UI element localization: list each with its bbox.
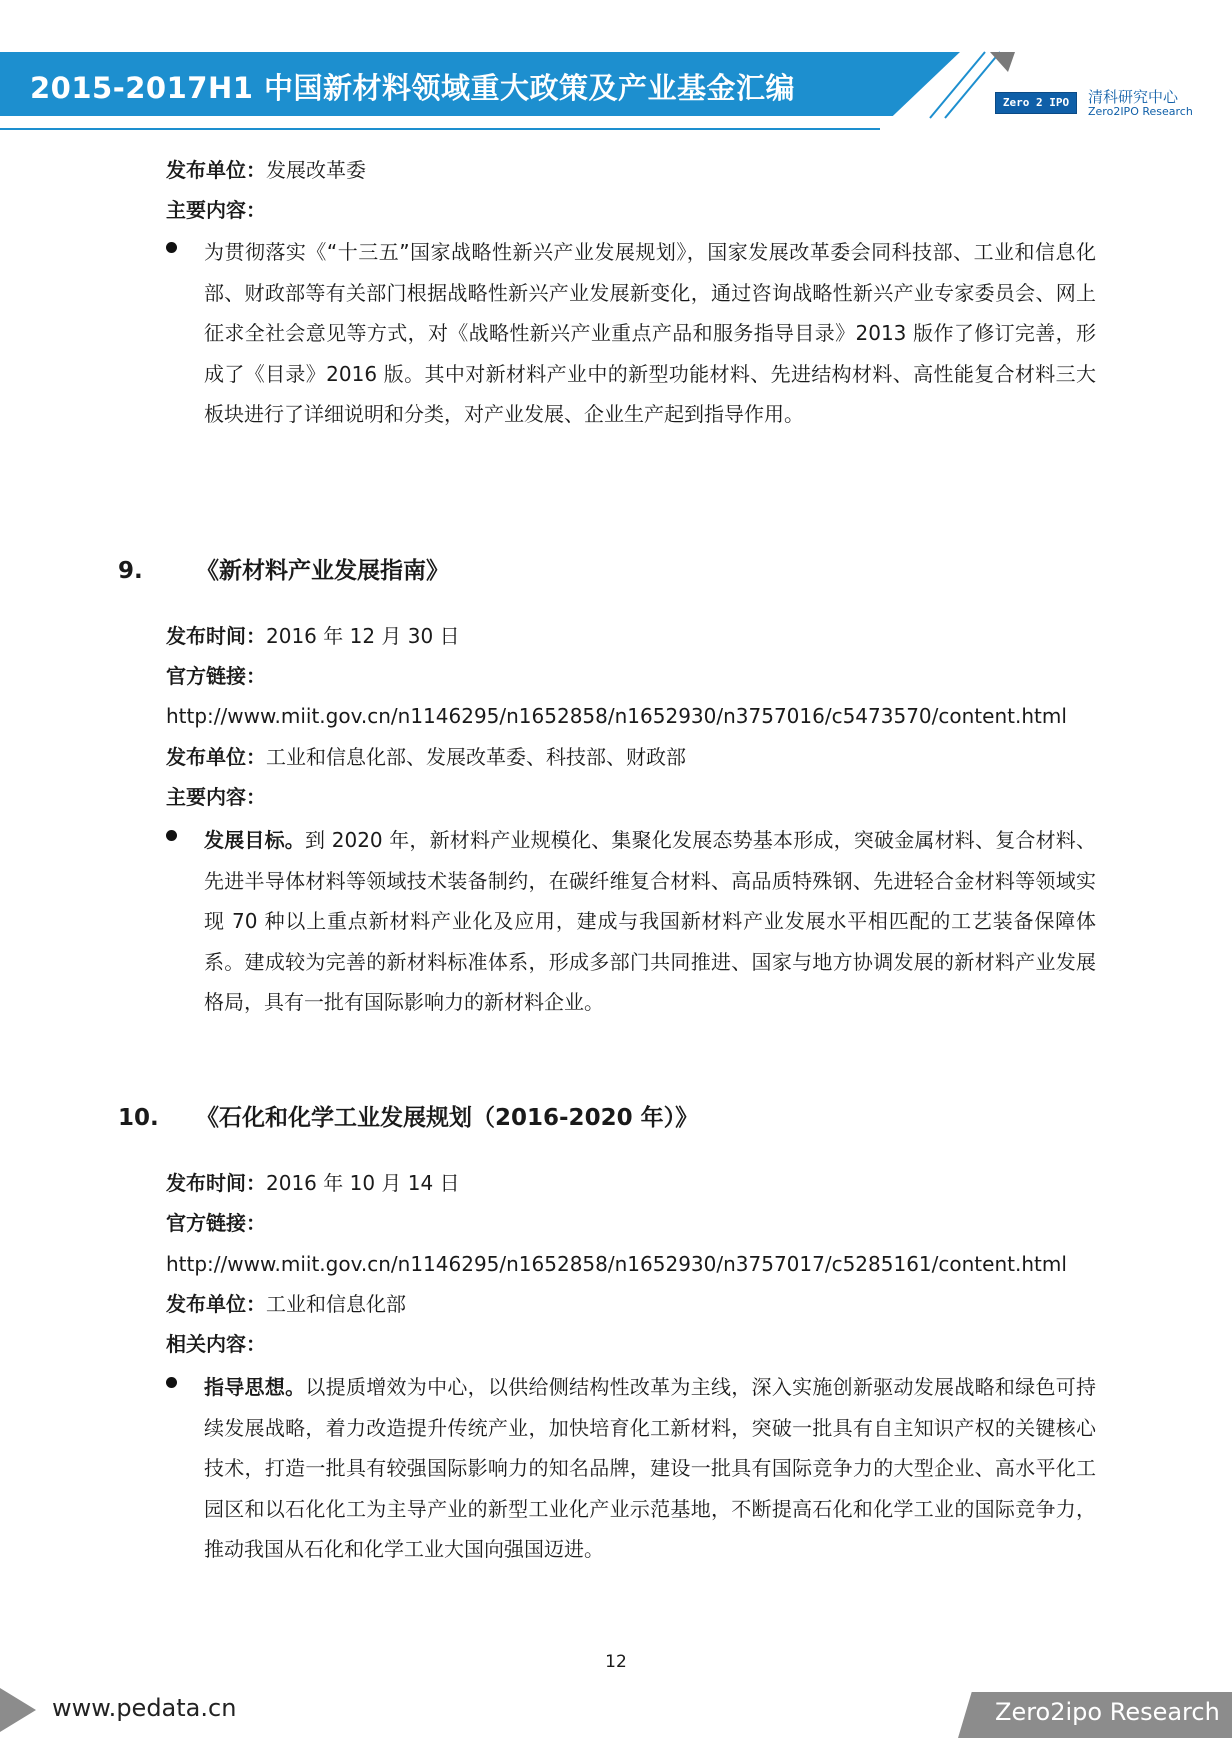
header-divider: [0, 128, 880, 130]
sec9-date-row: [166, 622, 460, 650]
page-title: 2015-2017H1 中国新材料领域重大政策及产业基金汇编: [30, 71, 796, 105]
top-content-label-row: [166, 196, 266, 224]
date-label: 发布时间：: [166, 1171, 266, 1195]
bullet-lead: 指导思想。: [204, 1375, 306, 1399]
bullet-body: 到 2020 年，新材料产业规模化、集聚化发展态势基本形成，突破金属材料、复合材料、先进半导体材料等领域技术装备制约，在碳纤维复合材料、高品质特殊钢、先进轻合金材料等领域实现 70 种以上重点新材料产业化及应用，建成与我国新材料产业发展水平相匹配的工艺装备保障体系。建成较为完善的新材料标准体系，形成多部门共同推进、国家与地方协调发展的新材料产业发展格局，具有一批有国际影响力的新材料企业。: [204, 828, 1096, 1014]
bullet-text: [204, 1367, 1096, 1570]
section-10-title: 《石化和化学工业发展规划（2016-2020 年）》: [196, 1105, 699, 1131]
date-value: 2016 年 10 月 14 日: [266, 1171, 460, 1195]
sec9-publisher-row: [166, 743, 686, 771]
sec10-official-link[interactable]: http://www.miit.gov.cn/n1146295/n1652858/n1652930/n3757017/c5285161/content.html: [166, 1252, 1067, 1276]
content-label: 相关内容：: [166, 1332, 266, 1356]
sec10-bullet-item: [166, 1367, 1096, 1570]
sec9-content-label-row: [166, 783, 266, 811]
content-label: 主要内容：: [166, 785, 266, 809]
content-label: 主要内容：: [166, 198, 266, 222]
logo-text-cn: 清科研究中心: [1088, 88, 1179, 106]
sec9-link-label-row: [166, 662, 266, 690]
top-publisher-row: [166, 156, 366, 184]
logo-text-en: Zero2IPO Research: [1088, 105, 1193, 118]
bullet-body: 以提质增效为中心，以供给侧结构性改革为主线，深入实施创新驱动发展战略和绿色可持续发展战略，着力改造提升传统产业，加快培育化工新材料，突破一批具有自主知识产权的关键核心技术，打造一批具有较强国际影响力的知名品牌，建设一批具有国际竞争力的大型企业、高水平化工园区和以石化化工为主导产业的新型工业化产业示范基地，不断提高石化和化学工业的国际竞争力，推动我国从石化和化学工业大国向强国迈进。: [204, 1375, 1097, 1561]
bullet-icon: [166, 830, 177, 841]
footer-triangle-icon: [0, 1688, 36, 1732]
sec9-bullet-item: [166, 820, 1096, 1023]
page-number: 12: [605, 1652, 627, 1672]
publisher-label: 发布单位：: [166, 745, 266, 769]
section-9-title: 《新材料产业发展指南》: [196, 558, 449, 584]
bullet-text: [204, 820, 1096, 1023]
date-label: 发布时间：: [166, 624, 266, 648]
publisher-label: 发布单位：: [166, 158, 266, 182]
zero2ipo-logo-icon: Zero 2 IPO: [995, 92, 1077, 114]
link-label: 官方链接：: [166, 664, 266, 688]
publisher-value: 发展改革委: [266, 158, 366, 182]
publisher-label: 发布单位：: [166, 1292, 266, 1316]
sec10-publisher-row: [166, 1290, 406, 1318]
section-9-number: 9.: [118, 558, 143, 584]
sec10-link-label-row: [166, 1209, 266, 1237]
publisher-value: 工业和信息化部: [266, 1292, 406, 1316]
bullet-lead: 发展目标。: [204, 828, 305, 852]
sec10-date-row: [166, 1169, 460, 1197]
link-label: 官方链接：: [166, 1211, 266, 1235]
bullet-icon: [166, 1377, 177, 1388]
footer-brand: Zero2ipo Research: [995, 1698, 1220, 1726]
footer-site-link[interactable]: www.pedata.cn: [52, 1694, 237, 1722]
bullet-text: 为贯彻落实《“十三五”国家战略性新兴产业发展规划》，国家发展改革委会同科技部、工业和信息化部、财政部等有关部门根据战略性新兴产业发展新变化，通过咨询战略性新兴产业专家委员会、网上征求全社会意见等方式，对《战略性新兴产业重点产品和服务指导目录》2013 版作了修订完善，形成了《目录》2016 版。其中对新材料产业中的新型功能材料、先进结构材料、高性能复合材料三大板块进行了详细说明和分类，对产业发展、企业生产起到指导作用。: [204, 240, 1096, 426]
publisher-value: 工业和信息化部、发展改革委、科技部、财政部: [266, 745, 686, 769]
header-triangle-icon: [990, 52, 1015, 72]
sec9-official-link[interactable]: http://www.miit.gov.cn/n1146295/n1652858/n1652930/n3757016/c5473570/content.html: [166, 704, 1067, 728]
date-value: 2016 年 12 月 30 日: [266, 624, 460, 648]
section-10-number: 10.: [118, 1105, 159, 1131]
bullet-icon: [166, 242, 177, 253]
sec10-content-label-row: [166, 1330, 266, 1358]
top-bullet-item: [166, 232, 1096, 435]
